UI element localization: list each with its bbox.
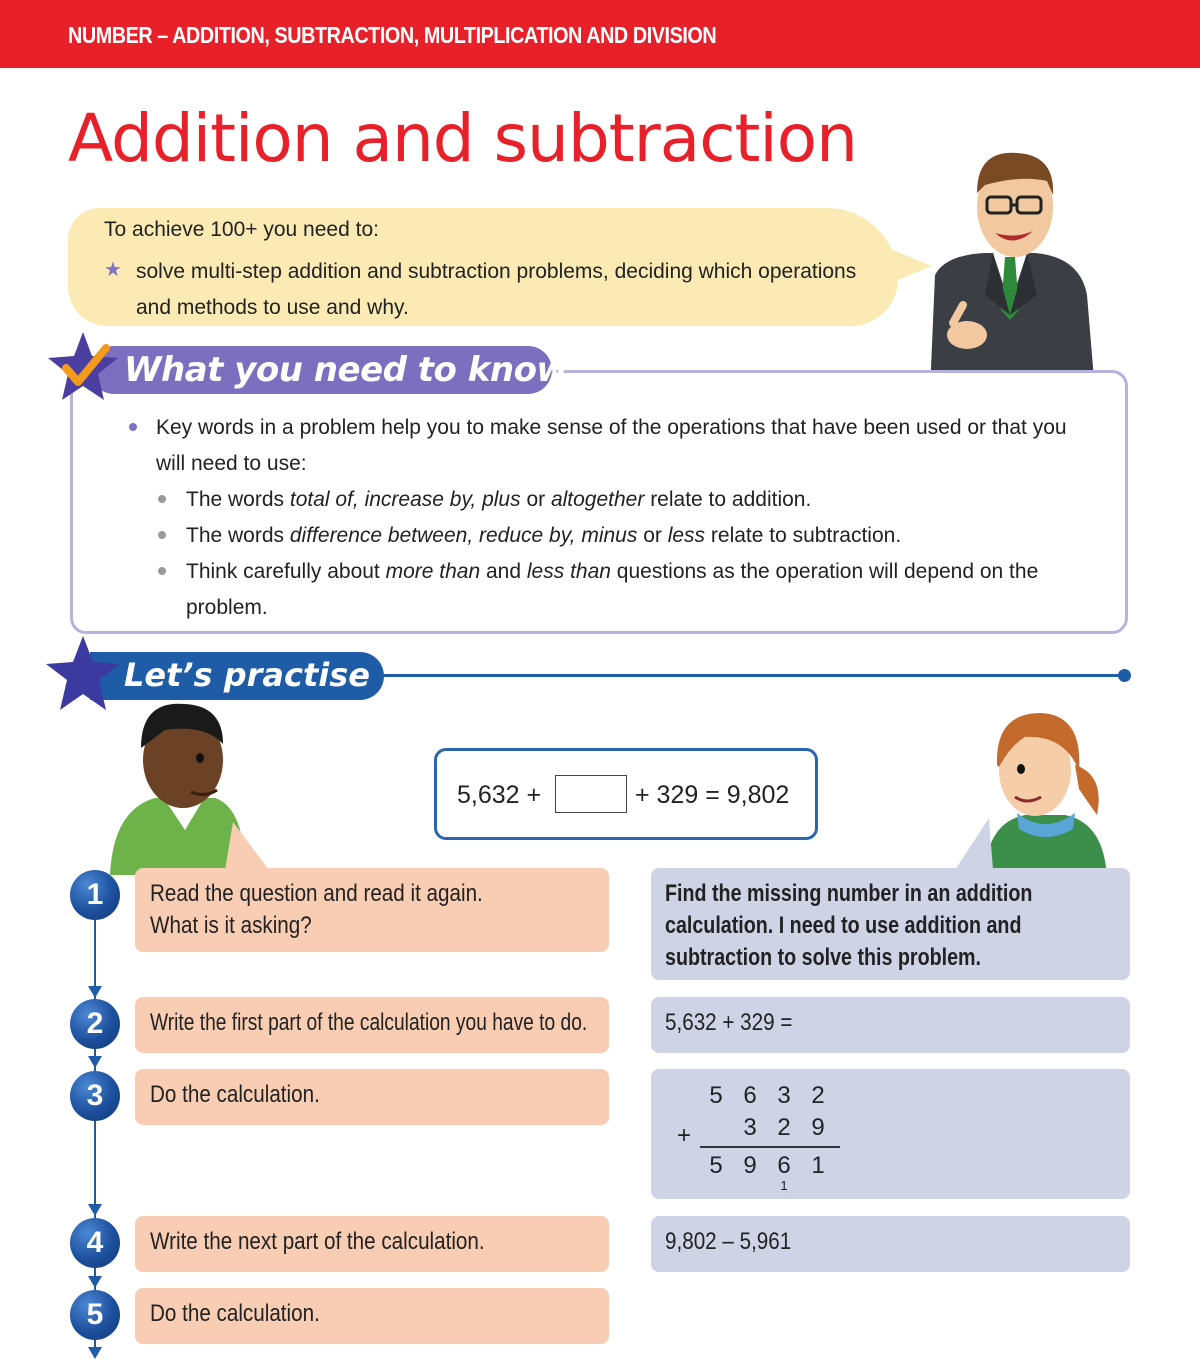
answer-4-text: 9,802 – 5,961: [665, 1228, 792, 1255]
star-bullet-icon: ★: [104, 259, 122, 281]
know-heading-bar: [90, 346, 568, 394]
digit: 6: [743, 1082, 757, 1109]
page-title: Addition and subtraction: [68, 100, 857, 177]
practise-heading-bar: [90, 652, 384, 700]
digit: 9: [811, 1114, 825, 1141]
digit: 1: [811, 1152, 825, 1179]
divider-line: [384, 674, 1124, 677]
equation-left: 5,632 +: [457, 781, 542, 809]
emphasis: less: [667, 524, 706, 547]
arrow-down-icon: [88, 986, 102, 998]
emphasis: total of, increase by, plus: [289, 488, 521, 511]
answer-1-line-1: Find the missing number in an addition: [665, 880, 1033, 907]
sum-line: [700, 1146, 840, 1148]
digit: 2: [811, 1082, 825, 1109]
step-4-text: Write the next part of the calculation.: [150, 1228, 485, 1255]
star-check-icon: [46, 330, 120, 404]
equation-box: [434, 748, 818, 840]
answer-1-line-3: subtraction to solve this problem.: [665, 944, 982, 971]
step-4-box: [135, 1216, 609, 1272]
step-1-line-2: What is it asking?: [150, 912, 312, 939]
digit: 9: [743, 1152, 757, 1179]
answer-1-box: [651, 868, 1130, 980]
equation-right: + 329 = 9,802: [635, 781, 790, 809]
digit: 3: [743, 1114, 757, 1141]
digit: 3: [777, 1082, 791, 1109]
digit: 6: [777, 1152, 791, 1179]
goal-item: [104, 254, 864, 326]
step-5-box: [135, 1288, 609, 1344]
step-number-3: 3: [70, 1071, 120, 1121]
step-number-4: 4: [70, 1218, 120, 1268]
text: or: [637, 524, 668, 547]
text: The words: [186, 524, 290, 547]
top-banner: [0, 0, 1200, 68]
emphasis: more than: [385, 560, 481, 583]
carry-digit: 1: [780, 1178, 788, 1193]
goal-intro: To achieve 100+ you need to:: [104, 218, 379, 241]
speech-tail-girl: [955, 818, 993, 870]
text: and: [480, 560, 527, 583]
answer-1-line-2: calculation. I need to use addition and: [665, 912, 1022, 939]
know-subpoint-comparison: [126, 554, 1086, 626]
missing-number-box[interactable]: [555, 775, 627, 813]
digit: 5: [709, 1082, 723, 1109]
know-point: Key words in a problem help you to make sense of the operations that have been used or that you will need to use:: [126, 410, 1086, 482]
goal-item-text: solve multi-step addition and subtraction problems, deciding which operations and methods to use and why.: [136, 260, 857, 319]
step-3-box: [135, 1069, 609, 1125]
speech-tail-boy: [225, 822, 269, 870]
divider-dot: [1118, 669, 1131, 682]
digit: 2: [777, 1114, 791, 1141]
know-subpoint-subtraction: [126, 518, 1086, 554]
know-heading: What you need to know: [124, 350, 568, 390]
column-addition: [672, 1082, 842, 1192]
step-1-text: [150, 878, 532, 942]
step-number-2: 2: [70, 999, 120, 1049]
step-1-box: [135, 868, 609, 952]
plus-sign: +: [676, 1122, 691, 1149]
section-breadcrumb: NUMBER – ADDITION, SUBTRACTION, MULTIPLICATION AND DIVISION: [68, 22, 717, 48]
step-2-text: Write the first part of the calculation you have to do.: [150, 1009, 588, 1036]
step-number-5: 5: [70, 1290, 120, 1340]
arrow-down-icon: [88, 1347, 102, 1359]
know-list: [126, 410, 1086, 626]
goal-speech-bubble: [68, 208, 898, 326]
emphasis: difference between, reduce by, minus: [289, 524, 638, 547]
arrow-down-icon: [88, 1056, 102, 1068]
step-5-text: Do the calculation.: [150, 1300, 320, 1327]
emphasis: altogether: [550, 488, 645, 511]
text: relate to subtraction.: [705, 524, 902, 547]
arrow-down-icon: [88, 1276, 102, 1288]
practise-heading: Let’s practise: [124, 656, 370, 694]
answer-2-box: [651, 997, 1130, 1053]
answer-4-box: [651, 1216, 1130, 1272]
answer-2-text: 5,632 + 329 =: [665, 1009, 793, 1036]
step-number-1: 1: [70, 870, 120, 920]
emphasis: less than: [526, 560, 611, 583]
text: relate to addition.: [644, 488, 812, 511]
step-3-text: Do the calculation.: [150, 1081, 320, 1108]
step-2-box: [135, 997, 609, 1053]
text: or: [520, 488, 551, 511]
digit: 5: [709, 1152, 723, 1179]
text: Think carefully about: [186, 560, 386, 583]
arrow-down-icon: [88, 1204, 102, 1216]
text: questions as the operation will depend on the problem.: [186, 560, 1039, 619]
text: The words: [186, 488, 290, 511]
step-1-line-1: Read the question and read it again.: [150, 880, 483, 907]
answer-1-text: [665, 878, 1035, 974]
know-subpoint-addition: [126, 482, 1086, 518]
